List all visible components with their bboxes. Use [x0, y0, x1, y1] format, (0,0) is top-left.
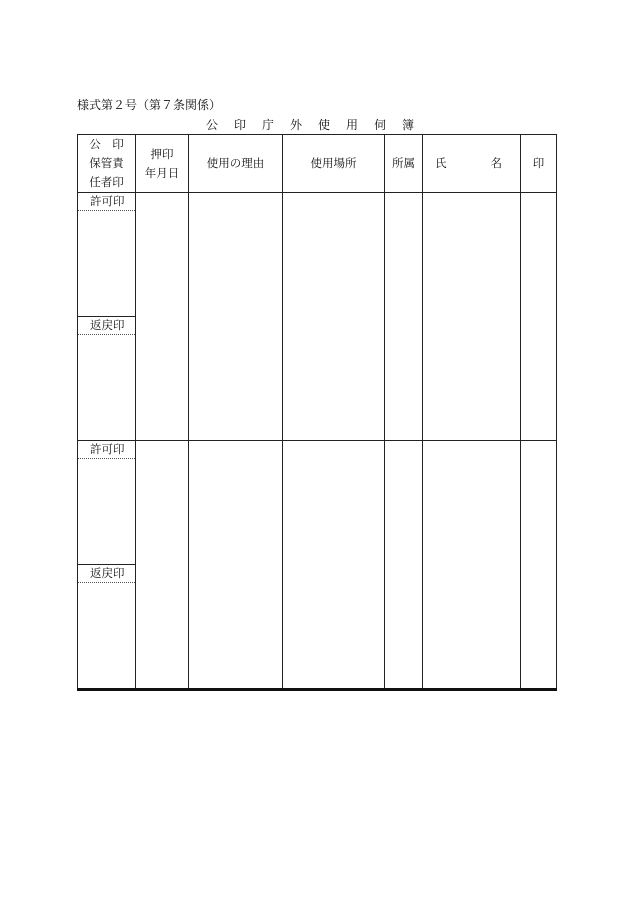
name-cell [423, 193, 521, 441]
stamp-date-cell [136, 441, 189, 690]
return-stamp-area [78, 335, 135, 440]
header-place: 使用場所 [283, 135, 385, 193]
return-stamp-area [78, 583, 135, 688]
header-row [78, 135, 557, 193]
header-affiliation: 所属 [385, 135, 423, 193]
seal-cell [521, 193, 557, 441]
form-number-label: 様式第２号（第７条関係） [77, 98, 222, 112]
header-stamp-date-line: 押印 [150, 146, 174, 161]
header-stamp-date-line: 年月日 [144, 165, 180, 180]
permit-stamp-area [78, 459, 135, 564]
permit-stamp-label: 許可印 [78, 441, 135, 459]
affiliation-cell [385, 441, 423, 690]
header-seal-custodian-line: 保管責 [89, 156, 124, 170]
stamp-date-cell [136, 193, 189, 441]
header-seal-custodian [78, 135, 136, 193]
header-name-part2: 名 [490, 156, 502, 170]
header-reason: 使用の理由 [189, 135, 283, 193]
permit-stamp-label: 許可印 [78, 193, 135, 211]
header-seal-custodian-line: 公 印 [89, 137, 124, 151]
seal-cell [521, 441, 557, 690]
permit-stamp-box [78, 193, 135, 316]
affiliation-cell [385, 193, 423, 441]
permit-stamp-area [78, 211, 135, 316]
seal-usage-ledger-table [77, 134, 557, 691]
approval-cell [78, 441, 136, 690]
return-stamp-box [78, 564, 135, 688]
return-stamp-box [78, 316, 135, 440]
header-seal-custodian-line: 任者印 [89, 175, 124, 189]
permit-stamp-box [78, 441, 135, 564]
return-stamp-label: 返戻印 [78, 565, 135, 583]
place-cell [283, 441, 385, 690]
reason-cell [189, 193, 283, 441]
approval-cell [78, 193, 136, 441]
place-cell [283, 193, 385, 441]
name-cell [423, 441, 521, 690]
return-stamp-label: 返戻印 [78, 317, 135, 335]
form-title: 公印庁外使用伺簿 [206, 118, 431, 132]
header-name-part1: 氏 [435, 156, 447, 170]
header-name [423, 135, 521, 193]
header-seal: 印 [521, 135, 557, 193]
reason-cell [189, 441, 283, 690]
header-stamp-date [136, 135, 189, 193]
